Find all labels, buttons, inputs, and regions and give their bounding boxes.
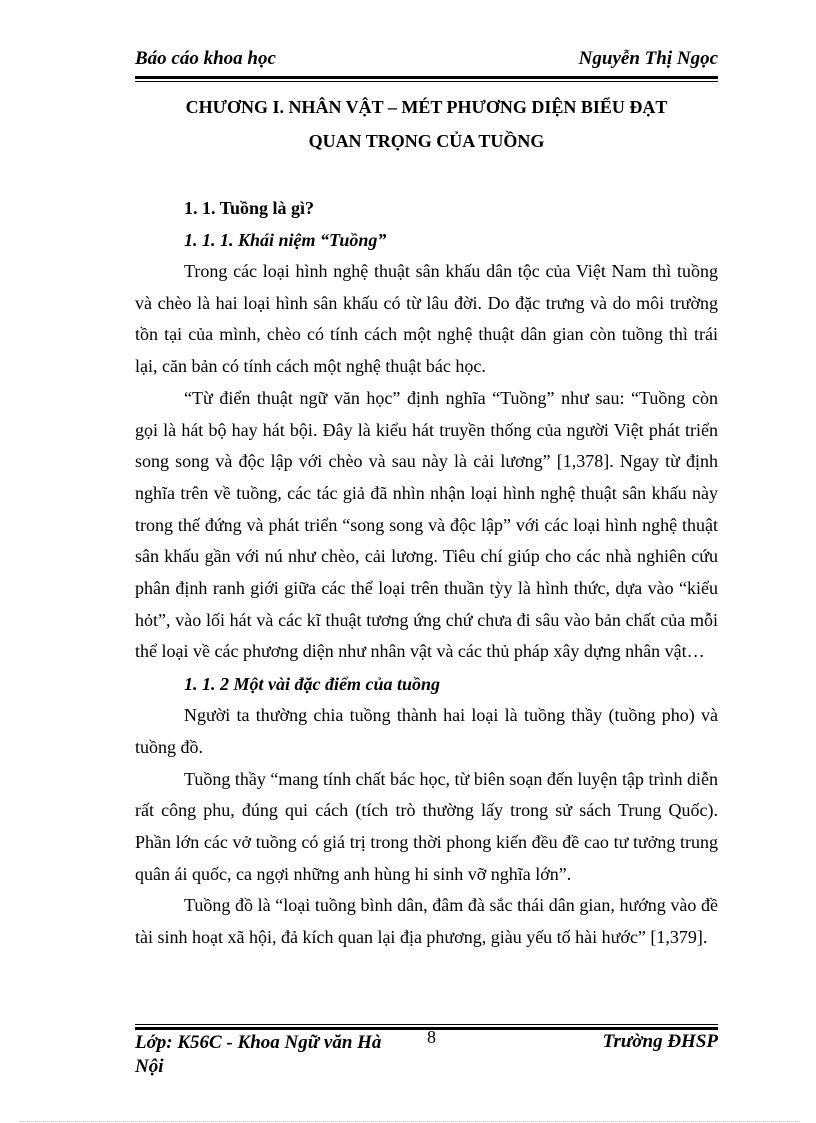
paragraph-2: “Từ điển thuật ngữ văn học” định nghĩa “Tuồng” như sau: “Tuồng còn gọi là hát bộ hay hát bội. Đây là kiểu hát truyền thống của người Việt phát triển song song và độc lập với chèo và sau này là cải lương” [1,378]. Ngay từ định nghĩa trên về tuồng, các tác giả đã nhìn nhận loại hình nghệ thuật sân khấu này trong thế đứng và phát triển “song song và độc lập” với các loại hình nghệ thuật sân khấu gần với nú như chèo, cải lương. Tiêu chí giúp cho các nhà nghiên cứu phân định ranh giới giữa các thể loại trên thuần tỳy là hình thức, dựa vào “kiểu hỏt”, vào lối hát và các kĩ thuật tương ứng chứ chưa đi sâu vào bản chất của mỗi thể loại về các phương diện như nhân vật và các thủ pháp xây dựng nhân vật… [135, 387, 718, 662]
page-number: 8 [427, 1027, 436, 1047]
chapter-title-line-2: QUAN TRỌNG CỦA TUỒNG [308, 131, 545, 151]
page-bottom-divider [20, 1121, 800, 1122]
page-footer [135, 1027, 718, 1081]
paragraph-5: Tuồng đồ là “loại tuồng bình dân, đâm đà sắc thái dân gian, hướng vào đề tài sinh hoạt xã hội, đả kích quan lại địa phương, giàu yếu tố hài hước” [1,379]. [135, 895, 718, 948]
footer-class-info: Lớp: K56C - Khoa Ngữ văn Hà Nội [135, 1032, 382, 1077]
page-header [135, 48, 718, 76]
footer-university: Trường ĐHSP [602, 1031, 718, 1052]
section-heading: 1. 1. Tuồng là gì? [184, 198, 315, 218]
header-author-name: Nguyễn Thị Ngọc [578, 48, 718, 69]
header-report-title: Báo cáo khoa học [135, 48, 276, 69]
paragraph-3: Người ta thường chia tuồng thành hai loại là tuồng thầy (tuồng pho) và tuồng đồ. [135, 705, 718, 757]
paragraph-4: Tuồng thầy “mang tính chất bác học, từ biên soạn đến luyện tập trình diễn rất công phu, đúng qui cách (tích trò thường lấy trong sử sách Trung Quốc). Phần lớn các vở tuồng có giá trị trong thời phong kiến đều đề cao tư tưởng trung quân ái quốc, ca ngợi những anh hùng hi sinh vỡ nghĩa lớn”. [135, 768, 718, 884]
header-rule-thin [135, 81, 718, 82]
subsection-heading-1: 1. 1. 1. Khái niệm “Tuồng” [184, 230, 387, 250]
subsection-heading-2: 1. 1. 2 Một vài đặc điểm của tuồng [184, 674, 440, 695]
footer-rule-thin [135, 1024, 718, 1025]
main-content [135, 192, 718, 954]
paragraph-1: Trong các loại hình nghệ thuật sân khấu dân tộc của Việt Nam thì tuồng và chèo là hai loại hình sân khấu có từ lâu đời. Do đặc trưng và do môi trường tồn tại của mình, chèo có tính cách một nghệ thuật dân gian còn tuồng thì trái lại, căn bản có tính cách một nghệ thuật bác học. [135, 261, 718, 377]
chapter-title-line-1: CHƯƠNG I. NHÂN VẬT – MÉT PHƯƠNG DIỆN BIỂU ĐẠT [185, 97, 668, 117]
header-rule-thick [135, 76, 718, 79]
